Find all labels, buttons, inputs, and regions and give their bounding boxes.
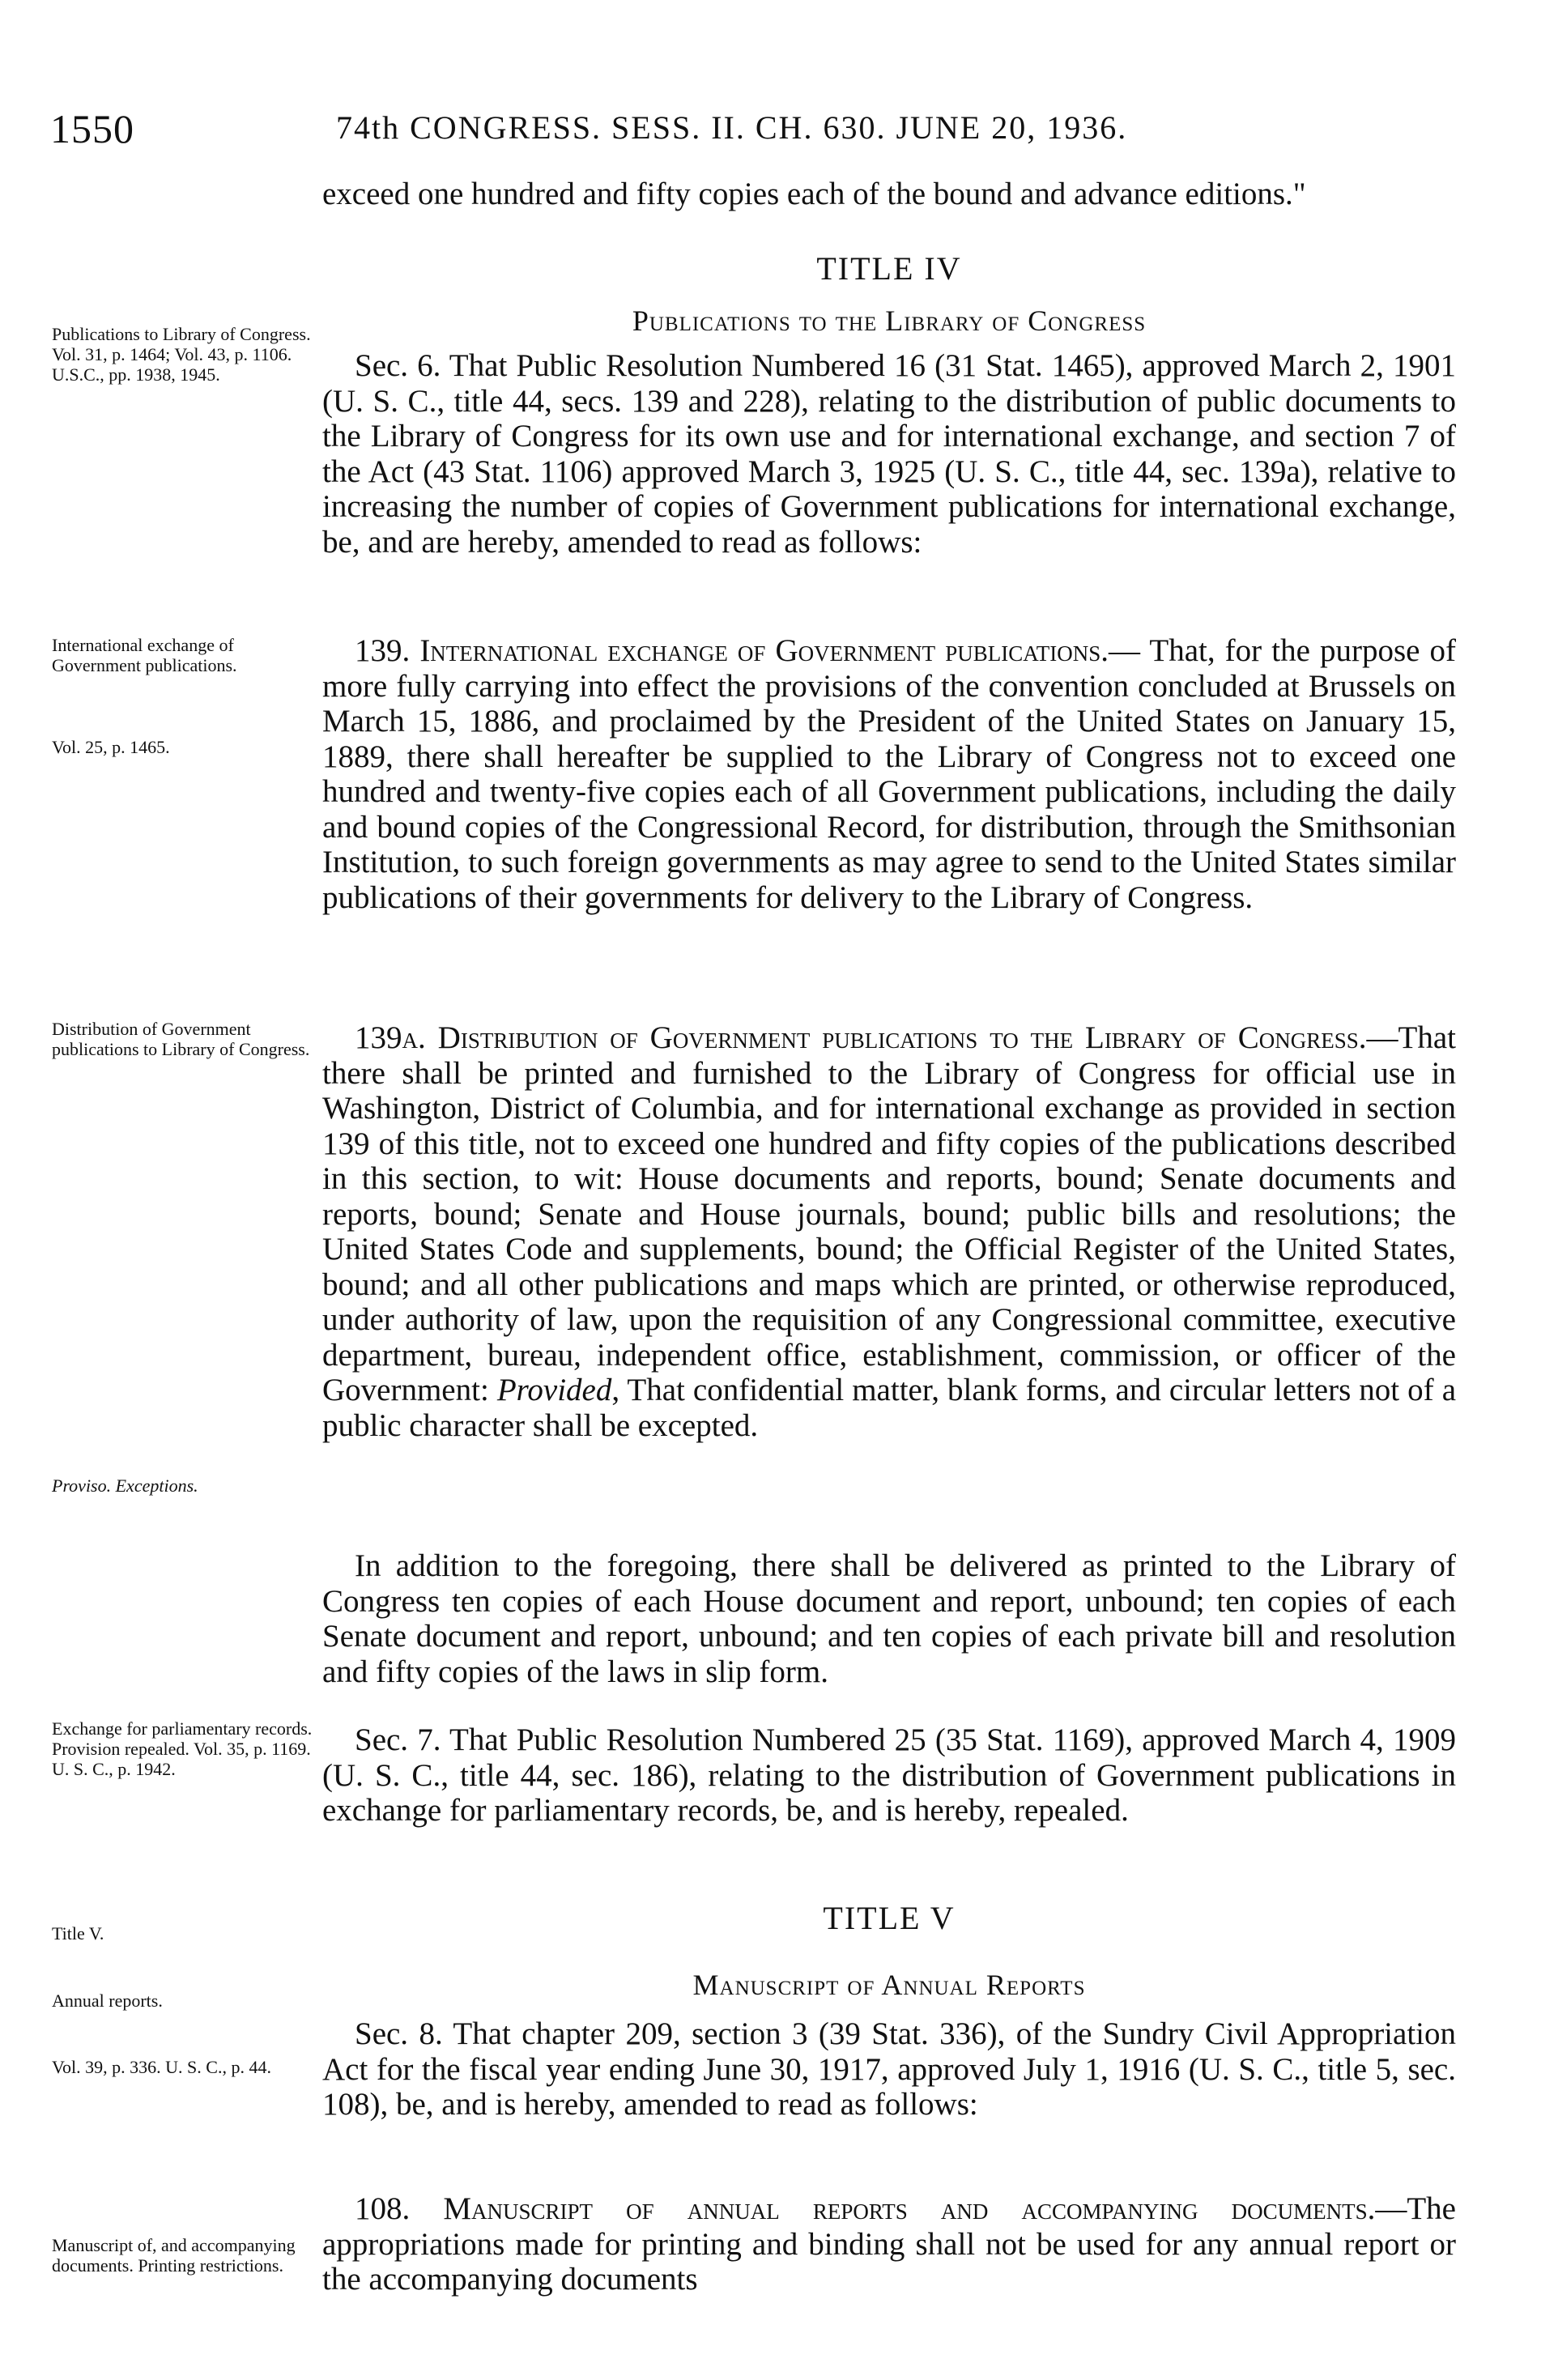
section-108 (322, 2191, 1456, 2297)
section-8: Sec. 8. That chapter 209, section 3 (39 Stat. 336), of the Sundry Civil Appropriation Act for the fiscal year ending June 30, 1917, approved July 1, 1916 (U. S. C., title 5, sec. 108), be, and is hereby, amended to read as follows: (322, 2016, 1456, 2122)
margin-note: Publications to Library of Congress. Vol. 31, p. 1464; Vol. 43, p. 1106. U.S.C., pp. 1938, 1945. (52, 324, 311, 385)
margin-note: Exchange for parliamentary records. Provision repealed. Vol. 35, p. 1169. U. S. C., p. 1942. (52, 1718, 313, 1779)
margin-note (52, 1475, 319, 1496)
section-139a (322, 1020, 1456, 1443)
margin-note: Manuscript of, and accompanying documents. Printing restrictions. (52, 2235, 296, 2276)
margin-note: Vol. 39, p. 336. U. S. C., p. 44. (52, 2057, 271, 2077)
title-iv-heading: Publications to the Library of Congress (632, 304, 1147, 337)
running-head: 74th CONGRESS. SESS. II. CH. 630. JUNE 20, 1936. (336, 109, 1128, 146)
title-v: TITLE V (823, 1900, 956, 1936)
section-139 (322, 633, 1456, 915)
continuation-text: exceed one hundred and fifty copies each of the bound and advance editions." (322, 177, 1306, 211)
provided-word: Provided (496, 1373, 612, 1407)
section-108-heading: 108. Manuscript of annual reports and accompanying documents. (355, 2191, 1376, 2226)
margin-note: Vol. 25, p. 1465. (52, 737, 170, 757)
margin-note: Title V. (52, 1923, 104, 1944)
section-6: Sec. 6. That Public Resolution Numbered 16 (31 Stat. 1465), approved March 2, 1901 (U. S. C., title 44, secs. 139 and 228), relating to the distribution of public documents to the Library of Congress for its own use and for international exchange, and section 7 of the Act (43 Stat. 1106) approved March 3, 1925 (U. S. C., title 44, sec. 139a), relative to increasing the number of copies of Government publications for international exchange, be, and are hereby, amended to read as follows: (322, 348, 1456, 560)
page-number: 1550 (50, 106, 134, 151)
title-iv: TITLE IV (816, 250, 962, 287)
section-139-text: That, for the purpose of more fully carrying into effect the provisions of the convention concluded at Brussels on March 15, 1886, and proclaimed by the President of the United States on January 15, 1889, there shall hereafter be supplied to the Library of Congress not to exceed one hundred and twenty-five copies each of all Government publications, including the daily and bound copies of the Congressional Record, for distribution, through the Smithsonian Institution, to such foreign governments as may agree to send to the United States similar publications of their governments for delivery to the Library of Congress. (322, 633, 1456, 915)
section-139-heading: 139. International exchange of Government publications.— (355, 633, 1141, 668)
section-139a-text: —That there shall be printed and furnished to the Library of Congress for official use in Washington, District of Columbia, and for international exchange as provided in section 139 of this title, not to exceed one hundred and fifty copies of the publications described in this section, to wit: House documents and reports, bound; Senate documents and reports, bound; Senate and House journals, bound; public bills and resolutions; the United States Code and supplements, bound; the Official Register of the United States, bound; and all other publications and maps which are printed, or otherwise reproduced, under authority of law, upon the requisition of any Congressional committee, executive department, bureau, independent office, establishment, commission, or officer of the Government: (322, 1020, 1456, 1407)
section-108-text: —The appropriations made for printing and binding shall not be used for any annual report or the accompanying documents (322, 2191, 1456, 2297)
title-v-heading: Manuscript of Annual Reports (692, 1969, 1086, 2001)
margin-note: Annual reports. (52, 1990, 163, 2011)
margin-proviso: Proviso. Exceptions. (52, 1475, 198, 1496)
addition-paragraph: In addition to the foregoing, there shall be delivered as printed to the Library of Congress ten copies of each House document and report, unbound; ten copies of each Senate document and report, unbound; and ten copies of each private bill and resolution and fifty copies of the laws in slip form. (322, 1548, 1456, 1689)
section-139a-heading: 139a. Distribution of Government publications to the Library of Congress. (355, 1020, 1367, 1055)
section-7: Sec. 7. That Public Resolution Numbered 25 (35 Stat. 1169), approved March 4, 1909 (U. S. C., title 44, sec. 186), relating to the distribution of Government publications in exchange for parliamentary records, be, and is hereby, repealed. (322, 1722, 1456, 1828)
margin-note: International exchange of Government publications. (52, 635, 237, 675)
section-139a-proviso: , That confidential matter, blank forms, and circular letters not of a public character shall be excepted. (322, 1373, 1456, 1443)
margin-note: Distribution of Government publications to Library of Congress. (52, 1019, 310, 1059)
